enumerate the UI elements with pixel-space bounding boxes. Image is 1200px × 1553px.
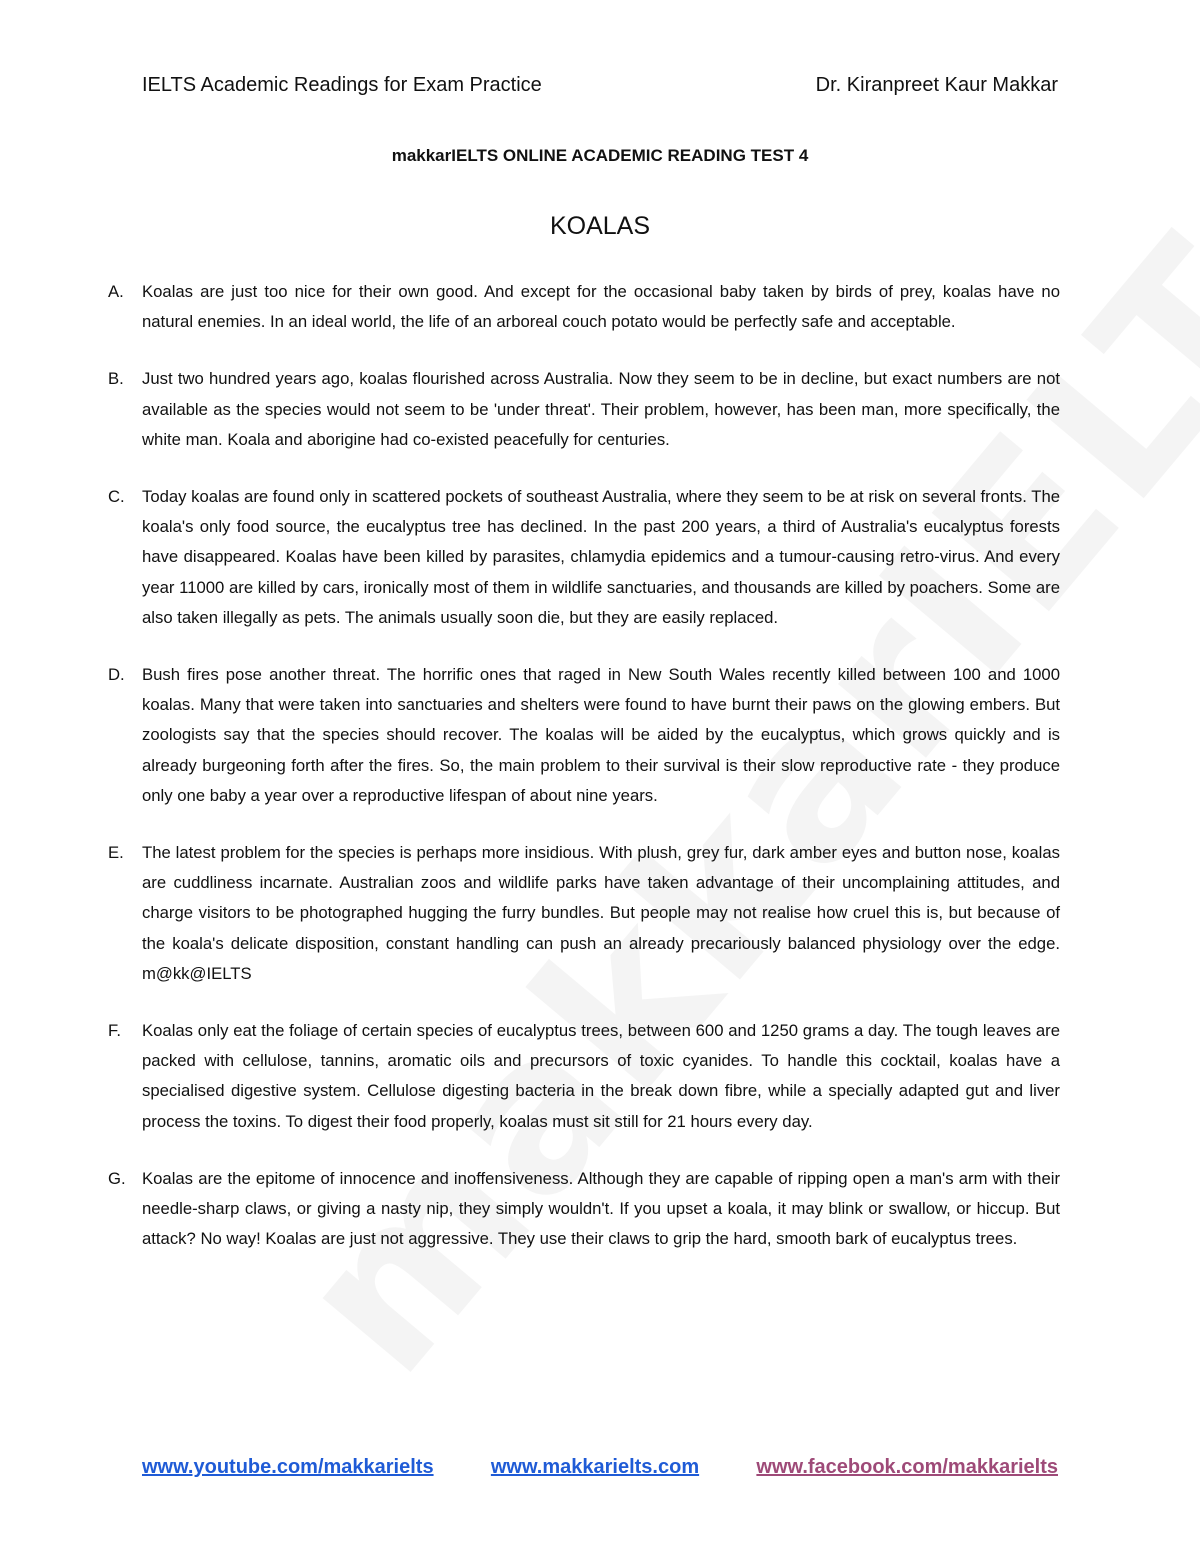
paragraph-text: Just two hundred years ago, koalas flourished across Australia. Now they seem to be in decline, but exact numbers are not available as the species would not seem to be 'under threat'. Their problem, however, has been man, more specifically, the white man. Koala and aborigine had co-existed peacefully for centuries. — [142, 369, 1060, 449]
test-title: makkarIELTS ONLINE ACADEMIC READING TEST 4 — [391, 146, 809, 165]
paragraph-e — [108, 838, 1060, 989]
paragraph-letter: C. — [108, 487, 125, 507]
paragraph-text: Koalas only eat the foliage of certain species of eucalyptus trees, between 600 and 1250 grams a day. The tough leaves are packed with cellulose, tannins, aromatic oils and precursors of toxic cyanides. To handle this cocktail, koalas have a specialised digestive system. Cellulose digesting bacteria in the break down fibre, while a specially adapted gut and liver process the toxins. To digest their food properly, koalas must sit still for 21 hours every day. — [142, 1021, 1060, 1131]
paragraph-c — [108, 482, 1060, 633]
header-author: Dr. Kiranpreet Kaur Makkar — [815, 74, 1058, 96]
facebook-link[interactable]: www.facebook.com/makkarielts — [756, 1456, 1058, 1478]
paragraph-text: Koalas are the epitome of innocence and inoffensiveness. Although they are capable of ripping open a man's arm with their needle-sharp claws, or giving a nasty nip, they simply wouldn't. If you upset a koala, it may blink or swallow, or hiccup. But attack? No way! Koalas are just not aggressive. They use their claws to grip the hard, smooth bark of eucalyptus trees. — [142, 1168, 1060, 1249]
paragraph-letter: B. — [108, 369, 124, 389]
page-title: KOALAS — [549, 212, 651, 240]
paragraph-text: Bush fires pose another threat. The horrific ones that raged in New South Wales recently killed between 100 and 1000 koalas. Many that were taken into sanctuaries and shelters were found to have burnt their paws on the glowing embers. But zoologists say that the species should recover. The koalas will be aided by the eucalyptus, which grows quickly and is already burgeoning forth after the fires. So, the main problem to their survival is their slow reproductive rate - they produce only one baby a year over a reproductive lifespan of about nine years. — [142, 665, 1060, 805]
paragraph-g — [108, 1164, 1060, 1255]
paragraph-letter: E. — [108, 843, 124, 863]
paragraph-text: Koalas are just too nice for their own good. And except for the occasional baby taken by birds of prey, koalas have no natural enemies. In an ideal world, the life of an arboreal couch potato would be perfectly safe and acceptable. — [142, 282, 1060, 332]
paragraph-a — [108, 277, 1060, 337]
page-footer — [142, 1456, 1058, 1479]
paragraph-text: Today koalas are found only in scattered pockets of southeast Australia, where they seem to be at risk on several fronts. The koala's only food source, the eucalyptus tree has declined. In the past 200 years, a third of Australia's eucalyptus forests have disappeared. Koalas have been killed by parasites, chlamydia epidemics and a tumour-causing retro-virus. And every year 11000 are killed by cars, ironically most of them in wildlife sanctuaries, and thousands are killed by poachers. Some are also taken illegally as pets. The animals usually soon die, but they are easily replaced. — [142, 487, 1061, 627]
paragraph-text: The latest problem for the species is perhaps more insidious. With plush, grey fur, dark amber eyes and button nose, koalas are cuddliness incarnate. Australian zoos and wildlife parks have taken advantage of their uncomplaining attitudes, and charge visitors to be photographed hugging the furry bundles. But people may not realise how cruel this is, but because of the koala's delicate disposition, constant handling can push an already precariously balanced physiology over the edge. m@kk@IELTS — [142, 843, 1060, 983]
paragraph-letter: D. — [108, 665, 125, 685]
paragraph-f — [108, 1016, 1060, 1137]
paragraph-d — [108, 660, 1060, 811]
header-left-title: IELTS Academic Readings for Exam Practice — [142, 74, 542, 96]
website-link[interactable]: www.makkarielts.com — [490, 1456, 700, 1478]
paragraph-letter: A. — [108, 282, 124, 301]
page-header — [142, 74, 1058, 97]
paragraph-letter: F. — [108, 1021, 121, 1041]
passage — [108, 277, 1060, 1281]
paragraph-b — [108, 364, 1060, 455]
youtube-link[interactable]: www.youtube.com/makkarielts — [142, 1456, 434, 1478]
paragraph-letter: G. — [108, 1168, 126, 1188]
